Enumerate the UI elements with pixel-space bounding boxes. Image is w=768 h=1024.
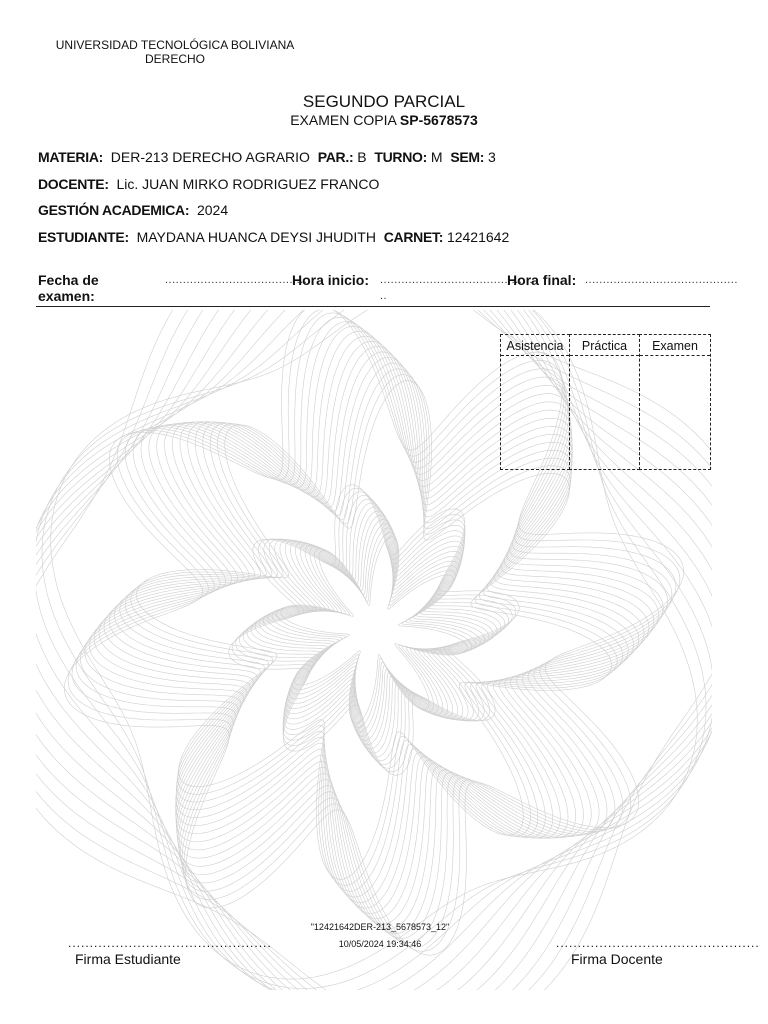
materia-value: DER-213 DERECHO AGRARIO: [110, 149, 310, 165]
docente-row: [38, 176, 379, 192]
carnet-label: CARNET:: [383, 229, 444, 245]
docente-value: Lic. JUAN MIRKO RODRIGUEZ FRANCO: [116, 176, 380, 192]
exam-title: SEGUNDO PARCIAL: [302, 92, 466, 111]
asistencia-header: Asistencia: [501, 335, 569, 356]
teacher-signature-line: ...............................................: [556, 936, 760, 950]
sem-label: SEM:: [450, 149, 485, 165]
copy-code: SP-5678573: [399, 112, 478, 128]
materia-label: MATERIA:: [38, 149, 103, 165]
hora-inicio-label: Hora inicio:: [292, 272, 370, 288]
asistencia-box[interactable]: [500, 334, 570, 470]
docente-label: DOCENTE:: [38, 176, 109, 192]
student-signature-line: ...............................................: [68, 936, 272, 950]
copy-label: EXAMEN COPIA: [290, 112, 397, 128]
institution-header: [0, 38, 350, 66]
hora-final-field[interactable]: ...........................................: [585, 274, 738, 286]
estudiante-value: MAYDANA HUANCA DEYSI JHUDITH: [136, 229, 376, 245]
firma-docente-label: Firma Docente: [571, 951, 663, 967]
hora-final-label: Hora final:: [507, 272, 577, 288]
practica-box[interactable]: [569, 334, 640, 470]
carnet-value: 12421642: [446, 229, 510, 245]
barcode-text: "12421642DER-213_5678573_12": [310, 922, 450, 932]
timestamp: 10/05/2024 19:34:46: [338, 939, 422, 949]
par-value: B: [357, 149, 367, 165]
par-label: PAR.:: [317, 149, 354, 165]
hora-inicio-field[interactable]: ...........................................: [380, 274, 533, 286]
fecha-field[interactable]: ..........................................: [165, 274, 315, 286]
gestion-label: GESTIÓN ACADEMICA:: [38, 202, 190, 218]
gestion-row: [38, 202, 228, 218]
examen-header: Examen: [640, 335, 710, 356]
hora-inicio-field-cont: ..: [380, 290, 388, 302]
estudiante-row: [38, 229, 509, 245]
faculty-name: DERECHO: [144, 52, 205, 66]
fecha-label: Fecha de examen:: [38, 272, 99, 304]
institution-name: UNIVERSIDAD TECNOLÓGICA BOLIVIANA: [55, 38, 295, 52]
practica-header: Práctica: [570, 335, 639, 356]
estudiante-label: ESTUDIANTE:: [38, 229, 129, 245]
exam-copy-line: [0, 112, 768, 128]
turno-label: TURNO:: [374, 149, 427, 165]
examen-box[interactable]: [639, 334, 711, 470]
header-divider: [36, 306, 710, 307]
materia-row: [38, 149, 496, 165]
sem-value: 3: [488, 149, 496, 165]
firma-estudiante-label: Firma Estudiante: [75, 951, 181, 967]
gestion-value: 2024: [196, 202, 229, 218]
turno-value: M: [430, 149, 443, 165]
